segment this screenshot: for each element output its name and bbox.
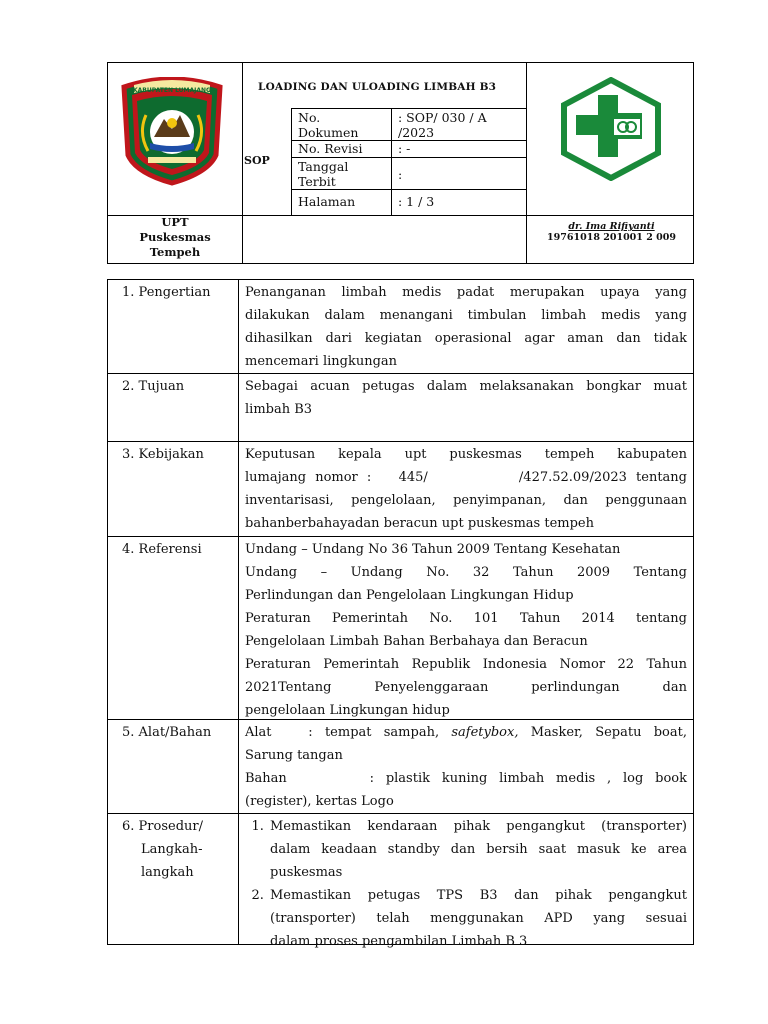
list-item: 1. Memastikan kendaraan pihak pengangkut (transporter) dalam keadaan standby dan bersih saat masuk ke area puskesmas [268, 815, 687, 884]
section-row-prosedur [108, 813, 693, 949]
section-label: 1. Pengertian [108, 280, 239, 373]
meta-label-halaman: Halaman [298, 194, 356, 209]
divider [242, 63, 243, 263]
meta-label-tanggal: Tanggal Terbit [298, 159, 349, 189]
sop-label: SOP [244, 154, 270, 167]
kabupaten-lumajang-logo [118, 77, 226, 187]
section-content: Penanganan limbah medis padat merupakan upaya yang dilakukan dalam menangani timbulan limbah medis yang dihasilkan dari kegiatan operasional agar aman dan tidak mencemari lingkungan [245, 285, 687, 369]
section-label: 4. Referensi [108, 537, 239, 719]
signatory-nip: 19761018 201001 2 009 [547, 232, 676, 243]
section-label: 5. Alat/Bahan [108, 720, 239, 813]
section-row-pengertian [108, 280, 693, 373]
section-row-kebijakan [108, 441, 693, 536]
document-title: LOADING DAN ULOADING LIMBAH B3 [258, 81, 497, 93]
meta-value-halaman: : 1 / 3 [398, 194, 435, 209]
section-label: 2. Tujuan [108, 374, 239, 441]
section-content: Keputusan kepala upt puskesmas tempeh kabupaten lumajang nomor : 445/ /427.52.09/2023 tentang inventarisasi, pengelolaan, penyimpanan, dan penggunaan bahanberbahayadan beracun upt puskesmas tempeh [245, 447, 687, 531]
meta-value-revisi: : - [398, 141, 411, 156]
divider [291, 108, 526, 109]
logo-text: KABUPATEN LUMAJANG [133, 87, 211, 94]
alat-line: Alat : tempat sampah, safetybox, Masker, Sepatu boat, [245, 725, 687, 740]
list-item: 2. Memastikan petugas TPS B3 dan pihak pengangkut (transporter) telah menggunakan APD yang sesuai dalam proses pengambilan Limbah B 3 [268, 884, 687, 953]
header-table [107, 62, 694, 264]
meta-value-dokumen: : SOP/ 030 / A /2023 [398, 110, 487, 140]
section-content [239, 814, 693, 953]
upt-name: UPT Puskesmas Tempeh [139, 215, 211, 259]
divider [291, 189, 526, 190]
section-content: Undang – Undang No 36 Tahun 2009 Tentang Kesehatan Undang – Undang No. 32 Tahun 2009 Tentang Perlindungan dan Pengelolaan Lingkungan Hidup Peraturan Pemerintah No. 101 Tahun 2014 tentang Pengelolaan Limbah Bahan Berbahaya dan Beracun Peraturan Pemerintah Republik Indonesia Nomor 22 Tahun 2021Tentang Penyelenggaraan perlindungan dan pengelolaan Lingkungan hidup [245, 542, 687, 718]
section-label: 3. Kebijakan [108, 442, 239, 536]
section-row-tujuan [108, 373, 693, 441]
puskesmas-logo [556, 77, 666, 181]
procedure-table [107, 279, 694, 949]
divider [526, 63, 527, 263]
divider [291, 108, 292, 215]
section-content: Alat : tempat sampah, safetybox, Masker, Sepatu boat, Sarung tangan Bahan : plastik kuning limbah medis , log book (register), kertas Logo [239, 720, 693, 813]
section-row-alat-bahan [108, 719, 693, 813]
meta-label-revisi: No. Revisi [298, 141, 363, 156]
section-row-referensi [108, 536, 693, 719]
divider [391, 108, 392, 215]
procedure-steps [245, 815, 687, 953]
divider [291, 157, 526, 158]
meta-value-tanggal: : [398, 167, 403, 182]
section-label: 6. Prosedur/ Langkah- langkah [108, 814, 239, 944]
signatory-name: dr. Ima Rifiyanti [568, 221, 655, 232]
meta-label-dokumen: No. Dokumen [298, 110, 359, 140]
section-content: Sebagai acuan petugas dalam melaksanakan bongkar muat limbah B3 [245, 379, 687, 417]
